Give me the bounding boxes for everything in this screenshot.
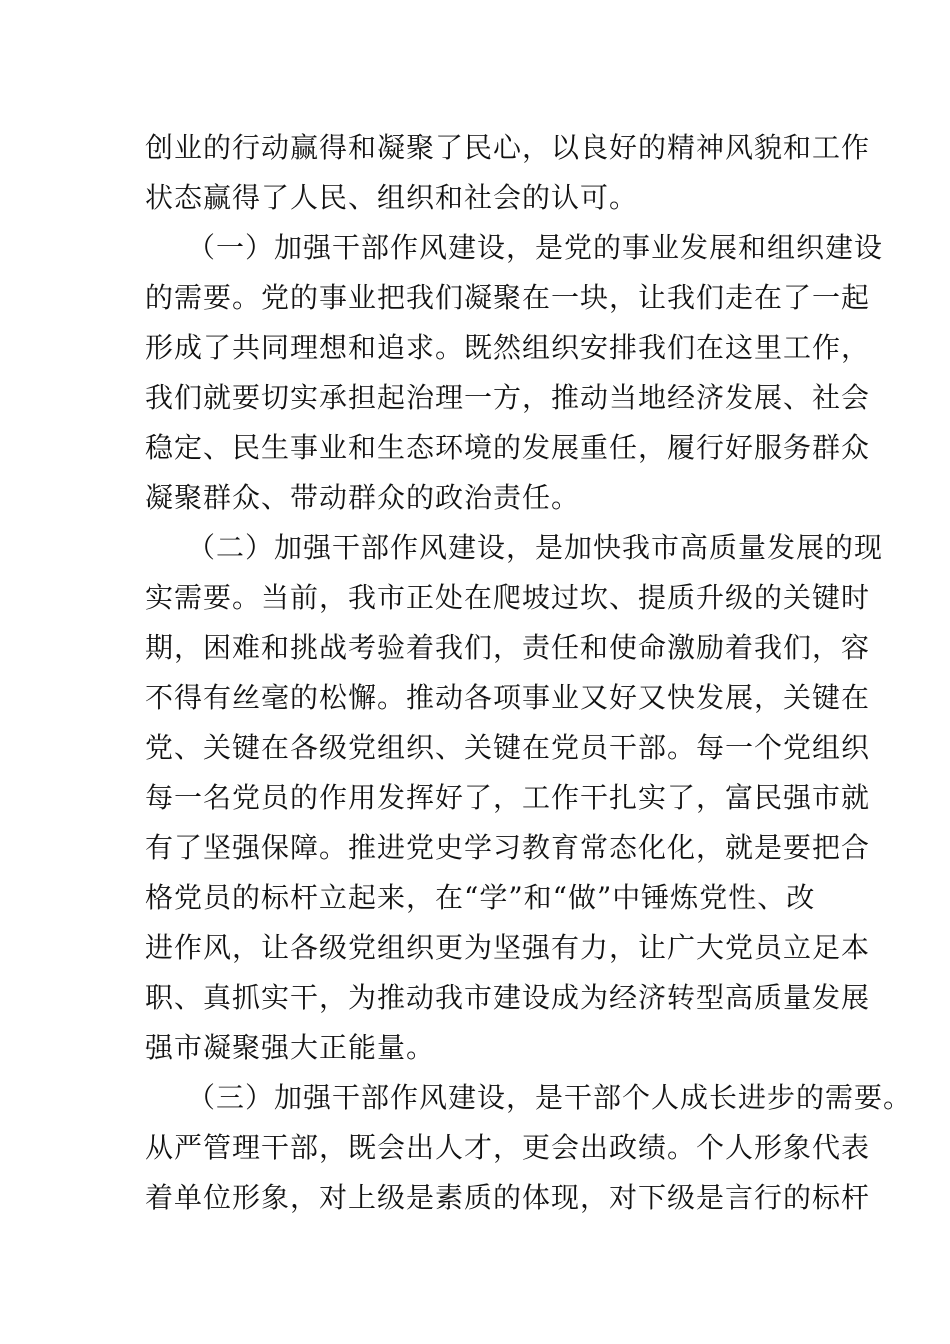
text-line: 强市凝聚强大正能量。 xyxy=(145,1031,436,1064)
text-line: 不得有丝毫的松懈。推动各项事业又好又快发展，关键在 xyxy=(145,681,871,714)
text-line: 职、真抓实干，为推动我市建设成为经济转型高质量发展 xyxy=(145,981,871,1014)
text-line: 有了坚强保障。推进党史学习教育常态化化，就是要把合 xyxy=(145,831,871,864)
text-line: 党、关键在各级党组织、关键在党员干部。每一个党组织 xyxy=(145,731,871,764)
paragraph-start-line: （一）加强干部作风建设，是党的事业发展和组织建设 xyxy=(187,231,884,264)
text-line: 从严管理干部，既会出人才，更会出政绩。个人形象代表 xyxy=(145,1131,871,1164)
text-line: 实需要。当前，我市正处在爬坡过坎、提质升级的关键时 xyxy=(145,581,871,614)
text-line: 格党员的标杆立起来，在“学”和“做”中锤炼党性、改 xyxy=(145,881,816,914)
text-line: 进作风，让各级党组织更为坚强有力，让广大党员立足本 xyxy=(145,931,871,964)
text-line: 凝聚群众、带动群众的政治责任。 xyxy=(145,481,581,514)
text-line: 着单位形象，对上级是素质的体现，对下级是言行的标杆 xyxy=(145,1181,871,1214)
text-line: 我们就要切实承担起治理一方，推动当地经济发展、社会 xyxy=(145,381,871,414)
text-line: 每一名党员的作用发挥好了，工作干扎实了，富民强市就 xyxy=(145,781,871,814)
text-line: 创业的行动赢得和凝聚了民心，以良好的精神风貌和工作 xyxy=(145,131,871,164)
text-line: 期，困难和挑战考验着我们，责任和使命激励着我们，容 xyxy=(145,631,871,664)
paragraph-start-line: （二）加强干部作风建设，是加快我市高质量发展的现 xyxy=(187,531,884,564)
text-line: 的需要。党的事业把我们凝聚在一块，让我们走在了一起 xyxy=(145,281,871,314)
paragraph-start-line: （三）加强干部作风建设，是干部个人成长进步的需要。 xyxy=(187,1081,913,1114)
text-line: 稳定、民生事业和生态环境的发展重任，履行好服务群众 xyxy=(145,431,871,464)
text-line: 形成了共同理想和追求。既然组织安排我们在这里工作， xyxy=(145,331,871,364)
text-line: 状态赢得了人民、组织和社会的认可。 xyxy=(145,181,639,214)
